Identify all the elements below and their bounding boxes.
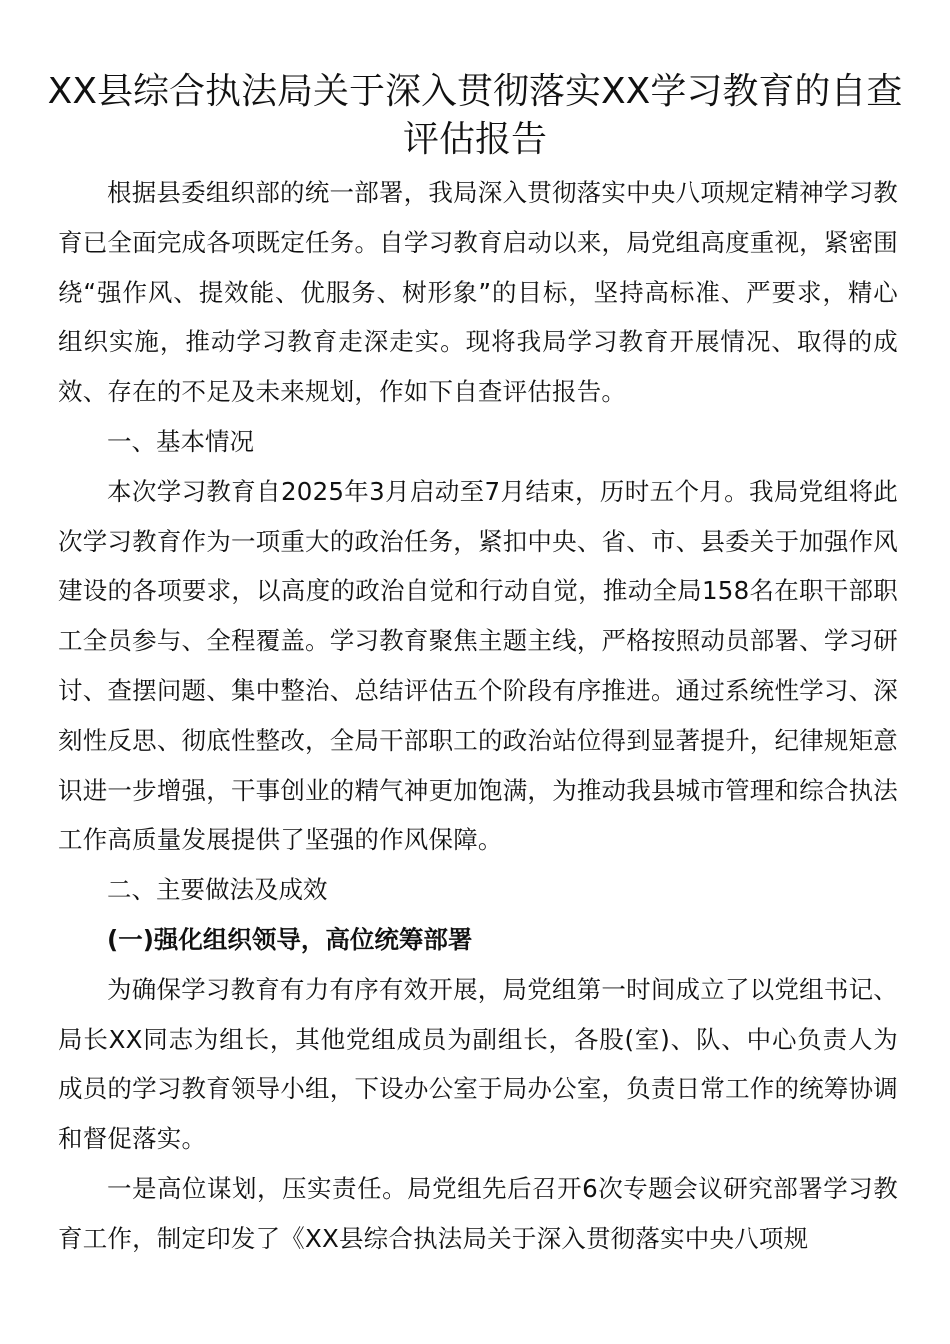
section-heading-basic-situation: 一、基本情况 bbox=[107, 426, 254, 456]
paragraph-intro: 根据县委组织部的统一部署，我局深入贯彻落实中央八项规定精神学习教育已全面完成各项既定任务。自学习教育启动以来，局党组高度重视，紧密围绕“强作风、提效能、优服务、树形象”的目标，坚持高标准、严要求，精心组织实施，推动学习教育走深走实。现将我局学习教育开展情况、取得的成效、存在的不足及未来规划，作如下自查评估报告。 bbox=[58, 178, 898, 407]
paragraph-high-level-planning: 一是高位谋划，压实责任。局党组先后召开6次专题会议研究部署学习教育工作，制定印发了《XX县综合执法局关于深入贯彻落实中央八项规 bbox=[58, 1173, 898, 1253]
paragraph-leadership-group: 为确保学习教育有力有序有效开展，局党组第一时间成立了以党组书记、局长XX同志为组长，其他党组成员为副组长，各股(室)、队、中心负责人为成员的学习教育领导小组，下设办公室于局办公室，负责日常工作的统筹协调和督促落实。 bbox=[58, 974, 898, 1154]
paragraph-basic-situation: 本次学习教育自2025年3月启动至7月结束，历时五个月。我局党组将此次学习教育作为一项重大的政治任务，紧扣中央、省、市、县委关于加强作风建设的各项要求，以高度的政治自觉和行动自觉，推动全局158名在职干部职工全员参与、全程覆盖。学习教育聚焦主题主线，严格按照动员部署、学习研讨、查摆问题、集中整治、总结评估五个阶段有序推进。通过系统性学习、深刻性反思、彻底性整改，全局干部职工的政治站位得到显著提升，纪律规矩意识进一步增强，干事创业的精气神更加饱满，为推动我县城市管理和综合执法工作高质量发展提供了坚强的作风保障。 bbox=[58, 476, 898, 855]
subsection-heading-organization: (一)强化组织领导，高位统筹部署 bbox=[107, 924, 473, 954]
document-title: XX县综合执法局关于深入贯彻落实XX学习教育的自查评估报告 bbox=[47, 71, 903, 160]
section-heading-main-practices: 二、主要做法及成效 bbox=[107, 875, 328, 905]
document-body bbox=[58, 168, 898, 1264]
